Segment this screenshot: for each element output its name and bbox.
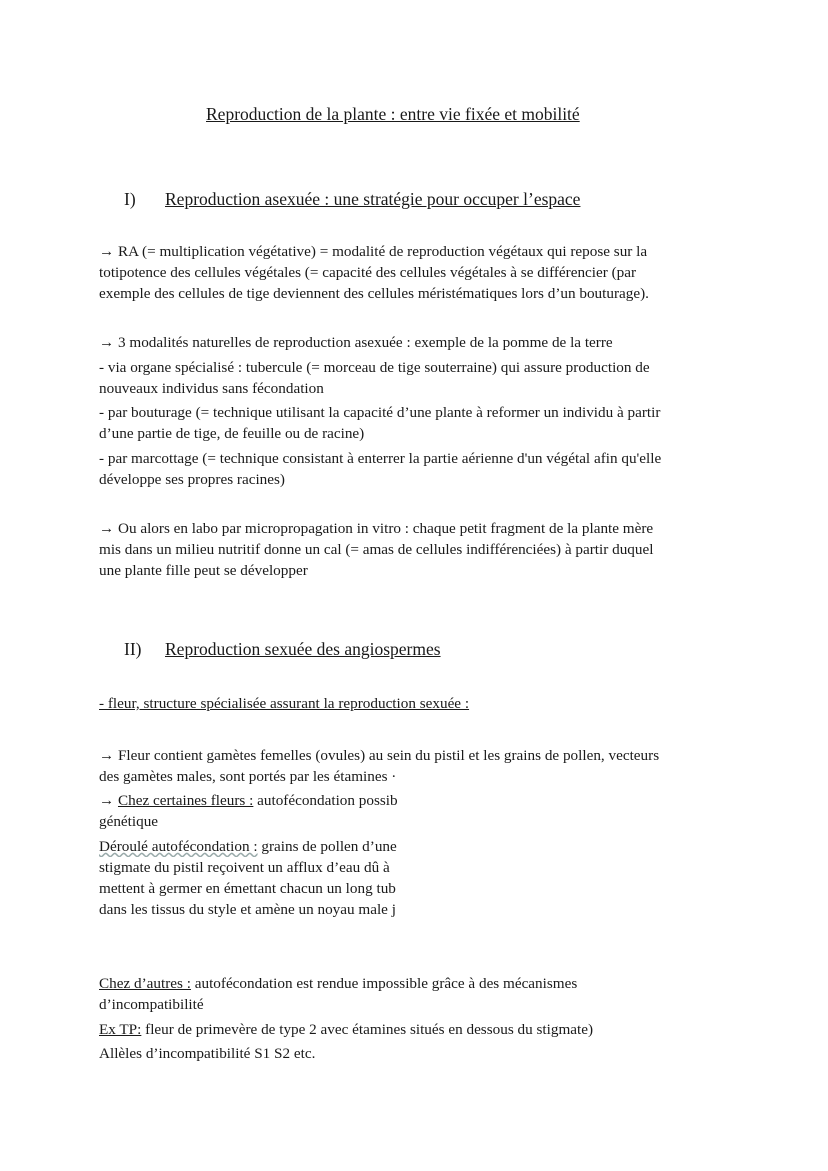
section2-p4-line2: d’incompatibilité: [99, 996, 204, 1013]
section2-numeral: II): [124, 639, 142, 659]
section2-p4-line: [99, 974, 577, 994]
document-title: Reproduction de la plante : entre vie fixée et mobilité: [206, 104, 580, 124]
section2-p4-text: autofécondation est rendue impossible grâce à des mécanismes: [190, 975, 578, 992]
section1-p2-line: d’une partie de tige, de feuille ou de racine): [99, 425, 365, 442]
section2-p5-text: fleur de primevère de type 2 avec étamines situés en dessous du stigmate): [141, 1021, 594, 1038]
section2-p4-label: Chez d’autres :: [99, 975, 191, 992]
section2-p3-line: dans les tissus du style et amène un noyau male j: [99, 901, 396, 918]
section1-p3-line: → Ou alors en labo par micropropagation in vitro : chaque petit fragment de la plante mère: [99, 520, 654, 537]
section1-numeral: I): [124, 189, 136, 209]
section2-p5-line: [99, 1020, 593, 1040]
section1-p1-line: → RA (= multiplication végétative) = modalité de reproduction végétaux qui repose sur la: [99, 243, 648, 260]
section2-p6-line: Allèles d’incompatibilité S1 S2 etc.: [99, 1045, 316, 1062]
section2-p1-line: → Fleur contient gamètes femelles (ovules) au sein du pistil et les grains de pollen, vecteurs: [99, 747, 660, 764]
section2-p2-line2: génétique: [99, 813, 159, 830]
section1-p2-line: - par marcottage (= technique consistant à enterrer la partie aérienne d'un végétal afin qu'elle: [99, 450, 662, 467]
section2-p2-text: autofécondation possib: [253, 792, 398, 809]
section2-p2-label: Chez certaines fleurs :: [117, 792, 254, 809]
arrow-glyph: →: [99, 792, 118, 809]
section2-subheading: - fleur, structure spécialisée assurant la reproduction sexuée :: [99, 695, 470, 712]
section1-p2-line: → 3 modalités naturelles de reproduction asexuée : exemple de la pomme de la terre: [99, 334, 613, 351]
section1-p3-line: mis dans un milieu nutritif donne un cal (= amas de cellules indifférenciées) à partir duquel: [99, 541, 654, 558]
section1-p2-line: - par bouturage (= technique utilisant la capacité d’une plante à reformer un individu à partir: [99, 404, 661, 421]
section2-heading: Reproduction sexuée des angiospermes: [165, 639, 441, 659]
section2-p5-label: Ex TP:: [99, 1021, 142, 1038]
section2-p1-line: des gamètes males, sont portés par les étamines ·: [99, 768, 397, 785]
section1-p2-line: nouveaux individus sans fécondation: [99, 380, 324, 397]
section1-p2-line: développe ses propres racines): [99, 471, 285, 488]
section2-p3-label: Déroulé autofécondation :: [99, 838, 258, 855]
section2-p3-line: mettent à germer en émettant chacun un long tub: [99, 880, 396, 897]
section2-p2-line: [99, 791, 425, 811]
section2-p3-text: grains de pollen d’une: [257, 838, 397, 855]
section1-p2-line: - via organe spécialisé : tubercule (= morceau de tige souterraine) qui assure production de: [99, 359, 650, 376]
section1-p3-line: une plante fille peut se développer: [99, 562, 308, 579]
section2-p3-line: stigmate du pistil reçoivent un afflux d’eau dû à: [99, 859, 390, 876]
section2-p3-line: [99, 837, 425, 857]
section1-p1-line: exemple des cellules de tige deviennent des cellules méristématiques lors d’un bouturage).: [99, 285, 649, 302]
section1-p1-line: totipotence des cellules végétales (= capacité des cellules végétales à se différencier (par: [99, 264, 637, 281]
section1-heading: Reproduction asexuée : une stratégie pour occuper l’espace: [165, 189, 581, 209]
